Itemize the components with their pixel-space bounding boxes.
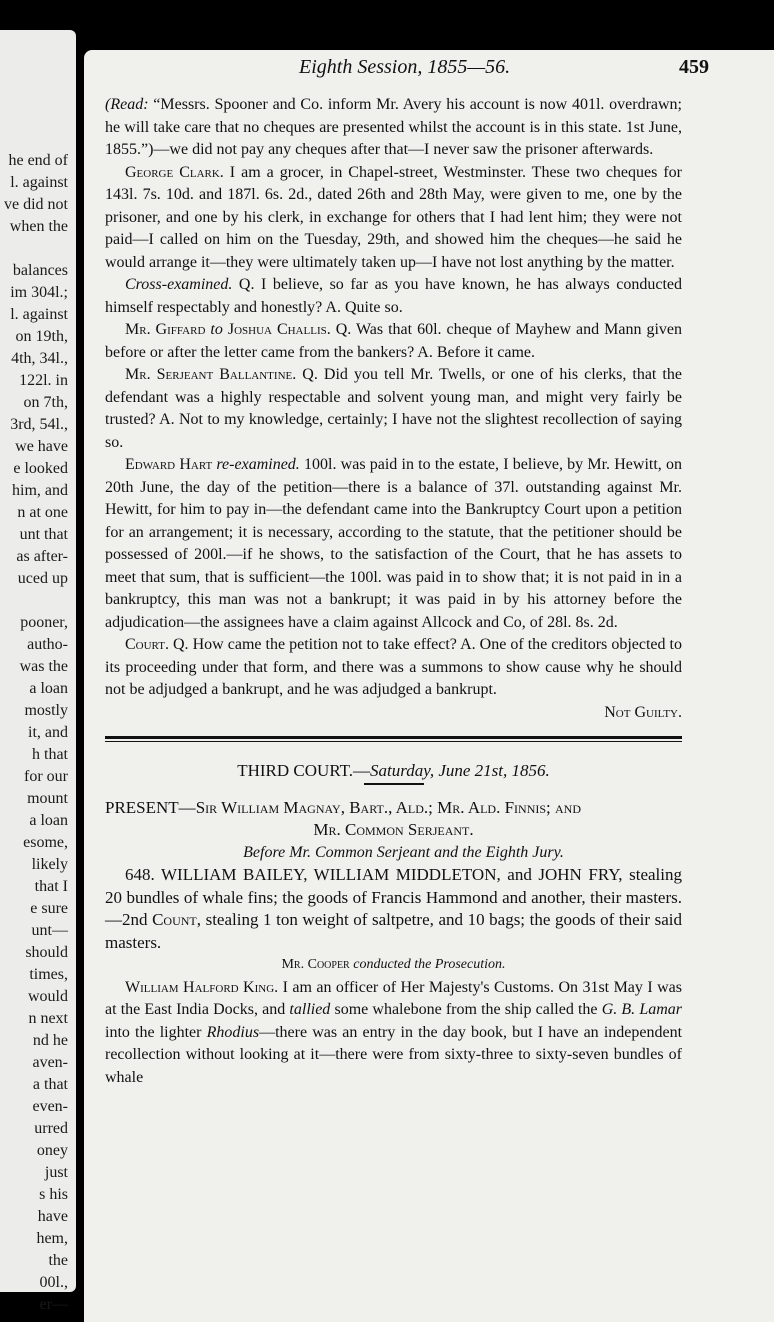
paragraph-edward-hart	[105, 454, 682, 634]
left-page-fragment: s his	[39, 1186, 68, 1203]
left-page-fragment: would	[28, 988, 68, 1005]
prosecution-text: conducted the Prosecution.	[349, 957, 506, 972]
present-names-2: Mr. Common Serjeant.	[313, 820, 474, 839]
left-page-fragment: aven-	[32, 1054, 68, 1071]
left-page-fragment: have	[37, 1208, 68, 1225]
present-line	[105, 797, 682, 820]
left-page-fragment: hem,	[36, 1230, 68, 1247]
prosecution-counsel: Mr. Cooper	[281, 957, 350, 972]
left-page-fragment: a that	[32, 1076, 68, 1093]
testimony-text: I am a grocer, in Chapel-street, Westminster. These two cheques for 143l. 7s. 10d. and 187l. 6s. 2d., dated 26th and 28th May, were given to me, one by the prisoner, and one by his clerk, in exchange for others that I had lent him; they were not paid—I called on him on the Tuesday, 29th, and showed him the cheques—he said he would arrange it—they were ultimately taken up—I have not lost anything by the matter.	[105, 163, 682, 271]
left-page-fragment: just	[44, 1164, 68, 1181]
court-label: Court.	[125, 636, 169, 653]
paragraph-george-clark	[105, 162, 682, 275]
left-page-fragment: mostly	[24, 702, 68, 719]
left-page-fragment: we have	[15, 438, 68, 455]
left-page-fragment: unt—	[31, 922, 68, 939]
present-names: Sir William Magnay, Bart., Ald.; Mr. Ald. Finnis; and	[195, 797, 582, 817]
left-page-fragment: the	[48, 1252, 68, 1269]
left-page-fragment: as after-	[16, 548, 68, 565]
left-page-fragment: nd he	[32, 1032, 68, 1049]
section-divider	[105, 736, 682, 742]
testimony-text: Q. Was that 60l. cheque of Mayhew and Mann given before or after the letter came from the bankers? A. Before it came.	[105, 321, 683, 361]
left-page-fragment: that I	[34, 878, 68, 895]
left-page-fragment: 00l.,	[39, 1274, 68, 1291]
running-title: Eighth Session, 1855—56.	[299, 56, 511, 78]
witness-name: William Halford King.	[125, 978, 279, 996]
testimony-text: some whalebone from the ship called the	[330, 1001, 602, 1018]
court-date: Saturday, June 21st, 1856.	[370, 761, 550, 780]
right-page	[84, 50, 774, 1322]
verdict: Not Guilty.	[604, 703, 682, 721]
letter-text: “Messrs. Spooner and Co. inform Mr. Avery his account is now 401l. overdrawn; he will take care that no cheques are presented whilst the account is in this state. 1st June, 1855.”)—we did not pay any cheques after that—I never saw the prisoner afterwards.	[105, 96, 682, 158]
paragraph-court	[105, 634, 682, 702]
left-page-fragment: unt that	[19, 526, 68, 543]
left-page-fragment: im 304l.;	[10, 284, 68, 301]
left-page-fragment: oney	[36, 1142, 68, 1159]
left-page-fragment: mount	[27, 790, 68, 807]
left-page-fragment: it, and	[28, 724, 68, 741]
left-page-fragment: n next	[28, 1010, 68, 1027]
before-line: Before Mr. Common Serjeant and the Eighth Jury.	[243, 843, 564, 861]
testimony-text: Q. Did you tell Mr. Twells, or one of his clerks, that the defendant was a highly respectable and solvent young man, and might very fairly be trusted? A. Not to my knowledge, certainly; I have not the slightest recollection of saying so.	[105, 366, 682, 451]
left-page-fragment: when the	[9, 218, 68, 235]
left-facing-page	[0, 30, 76, 1313]
left-page-fragment: urred	[34, 1120, 68, 1137]
left-page-fragment: even-	[32, 1098, 68, 1115]
present-block	[105, 797, 682, 842]
read-label: (Read:	[105, 96, 149, 113]
left-page-fragment: on 7th,	[23, 394, 68, 411]
testimony-text: I am an officer of Her Majesty's Customs. On 31st May I was at the East India Docks, and	[105, 978, 682, 1018]
left-page-fragment: e looked	[13, 460, 68, 477]
left-page-fragment: him, and	[12, 482, 68, 499]
prosecution-line	[105, 954, 682, 977]
left-page-fragment: pooner,	[20, 614, 68, 631]
counsel-name: Mr. Giffard	[125, 321, 206, 338]
left-page-fragment: he end of	[8, 152, 68, 169]
left-page-fragment: times,	[29, 966, 68, 983]
case-heading	[105, 864, 682, 954]
count-label: Count,	[152, 910, 202, 929]
left-page-fragment: a loan	[29, 680, 68, 697]
left-page-fragment: uced up	[17, 570, 68, 587]
left-page-fragment: 122l. in	[19, 372, 68, 389]
re-examined-label: re-examined.	[212, 456, 300, 473]
testimony-text: —there was an entry in the day book, but I have an independent recollection without looking at it—there were from sixty-three to sixty-seven bundles of whale	[105, 1023, 683, 1086]
left-page-fragment: a loan	[29, 812, 68, 829]
left-page-fragment: er—	[39, 1296, 68, 1313]
present-label: PRESENT—	[105, 797, 196, 817]
left-page-fragment: for our	[24, 768, 68, 785]
body-text	[105, 94, 682, 1089]
charge-text: stealing 20 bundles of whale fins; the goods of Francis Hammond and another, their masters.—2nd	[105, 865, 682, 929]
paragraph-ballantine	[105, 364, 682, 454]
left-page-fragment: autho-	[27, 636, 68, 653]
witness-name: Joshua Challis.	[227, 321, 331, 338]
testimony-text: Q. I believe, so far as you have known, he has always conducted himself respectably and honestly? A. Quite so.	[105, 276, 682, 316]
left-page-fragment: n at one	[17, 504, 68, 521]
paragraph-read-letter	[105, 94, 682, 162]
left-page-fragment: on 19th,	[15, 328, 68, 345]
testimony-text: into the lighter	[105, 1023, 207, 1041]
left-page-fragment: e sure	[30, 900, 68, 917]
witness-name: George Clark.	[125, 163, 224, 181]
lighter-name: Rhodius	[206, 1023, 260, 1041]
left-page-fragment: h that	[32, 746, 68, 763]
witness-name: Edward Hart	[125, 456, 213, 473]
charge-text-2: stealing 1 ton weight of saltpetre, and 10 bags; the goods of their said masters.	[105, 910, 683, 952]
left-page-fragment: should	[25, 944, 68, 961]
left-page-fragment: l. against	[10, 306, 68, 323]
page-number: 459	[679, 56, 709, 78]
left-page-fragment: ve did not	[4, 196, 68, 213]
short-divider	[364, 783, 424, 785]
left-page-fragment: l. against	[10, 174, 68, 191]
court-title: THIRD COURT.—	[237, 761, 371, 780]
left-page-fragment: esome,	[23, 834, 68, 851]
case-number: 648.	[125, 865, 155, 884]
defendants: WILLIAM BAILEY, WILLIAM MIDDLETON, and JOHN FRY,	[154, 865, 623, 884]
left-page-fragment: likely	[31, 856, 68, 873]
testimony-text: Q. How came the petition not to take effect? A. One of the creditors objected to its proceeding under that form, and there was a summons to show cause why he should not be adjudged a bankrupt, and he was adjudged a bankrupt.	[105, 636, 682, 698]
left-page-fragment: balances	[12, 262, 68, 279]
left-page-fragment: was the	[19, 658, 68, 675]
paragraph-witness-king	[105, 977, 682, 1090]
page-header	[84, 56, 774, 80]
paragraph-cross-examined	[105, 274, 682, 319]
left-page-fragment: 4th, 34l.,	[11, 350, 68, 367]
testimony-text: 100l. was paid in to the estate, I believe, by Mr. Hewitt, on 20th June, the day of the petition—there is a balance of 37l. outstanding against Mr. Hewitt, for him to pay in—the defendant came into the Bankruptcy Court upon a petition for an arrangement; it is necessary, according to the statute, that the petitioner should be possessed of 200l.—if he shows, to the satisfaction of the Court, that he has assets to meet that sum, that is sufficient—the 100l. was paid in to show that; it is not paid in in a bankruptcy, this man was not a bankrupt; it was paid in by his attorney before the adjudication—the assignees have a claim against Allcock and Co, of 28l. 8s. 2d.	[105, 456, 682, 631]
left-page-fragment: 3rd, 54l.,	[10, 416, 68, 433]
court-heading	[105, 760, 682, 783]
ship-name: G. B. Lamar	[601, 1001, 683, 1018]
cross-examined-label: Cross-examined.	[125, 276, 233, 293]
tallied-word: tallied	[289, 1001, 331, 1018]
counsel-name: Mr. Serjeant Ballantine.	[125, 366, 297, 383]
to-word: to	[205, 321, 228, 338]
paragraph-giffard	[105, 319, 682, 364]
